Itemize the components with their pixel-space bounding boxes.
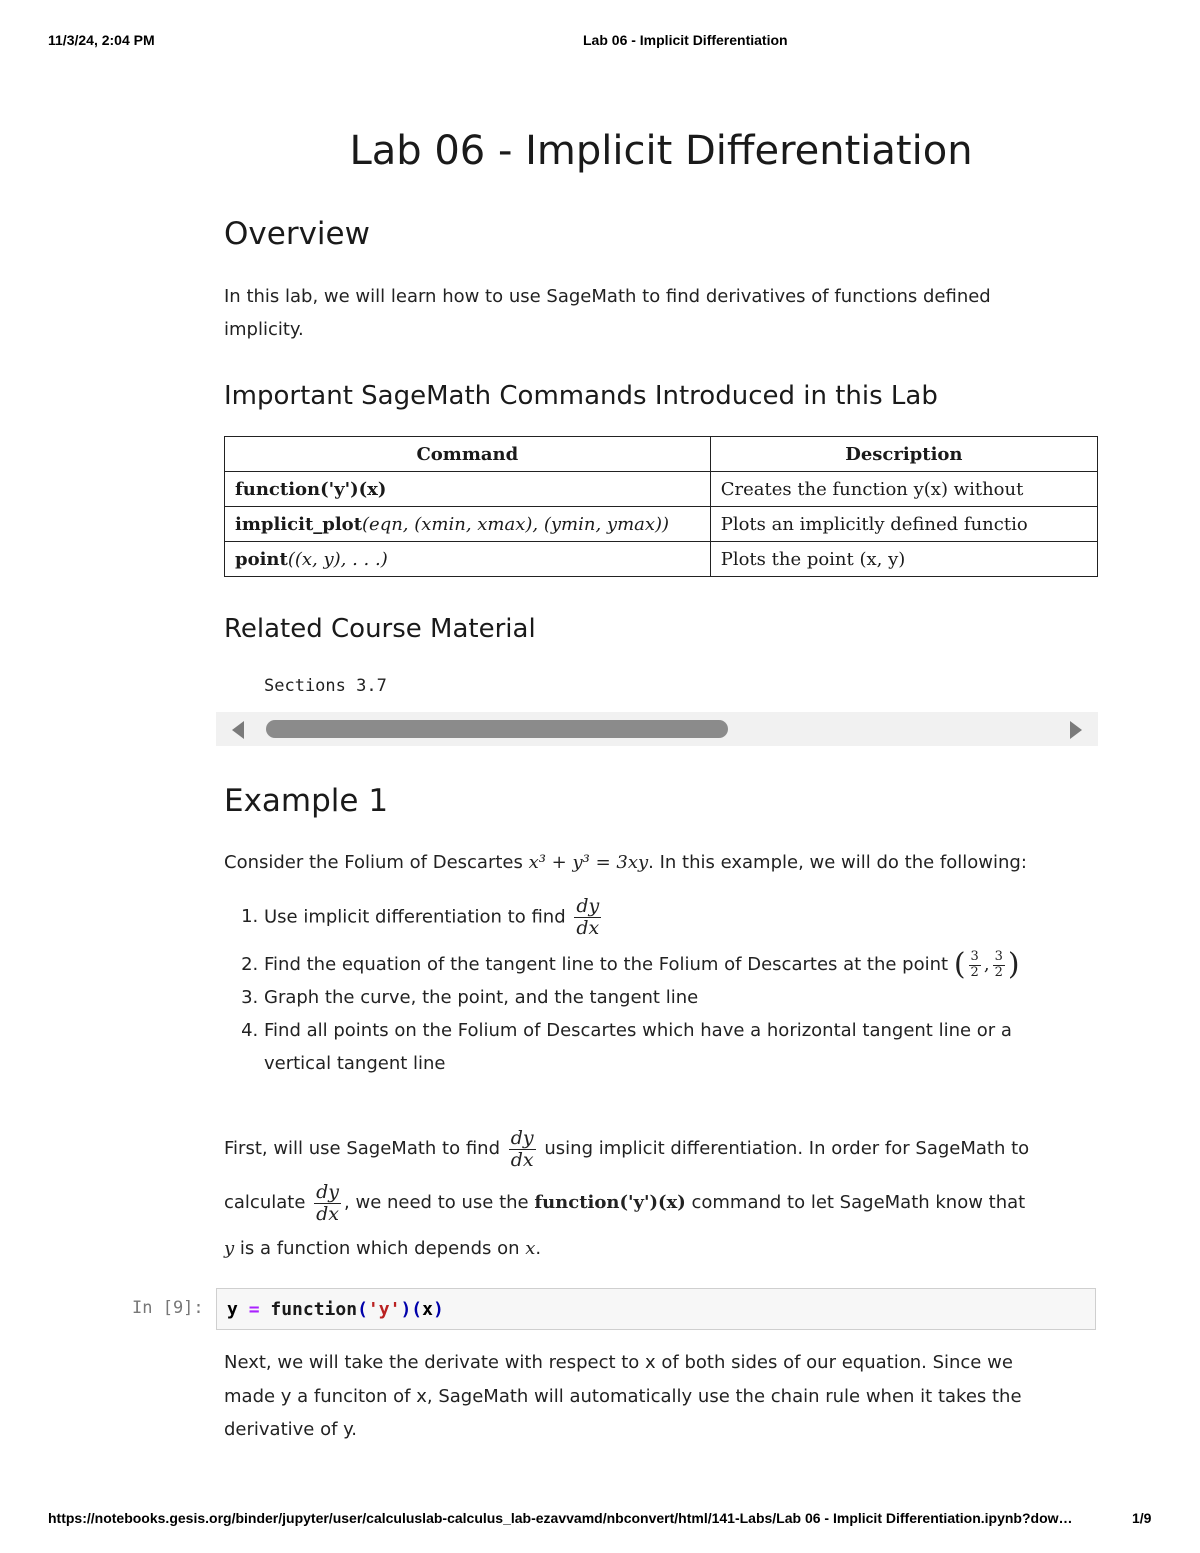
close-paren: ) bbox=[1007, 947, 1020, 982]
dy-dx-fraction bbox=[314, 1182, 341, 1225]
commands-table bbox=[224, 436, 1098, 577]
step-text: Find the equation of the tangent line to the Folium of Descartes at the point bbox=[264, 954, 949, 975]
fraction-denominator: 2 bbox=[994, 964, 1003, 980]
code-line[interactable] bbox=[227, 1299, 444, 1320]
point-y-fraction bbox=[993, 950, 1005, 980]
print-title: Lab 06 - Implicit Differentiation bbox=[583, 32, 788, 48]
code-paren: ( bbox=[357, 1299, 368, 1320]
step-text: Use implicit differentiation to find bbox=[264, 906, 566, 928]
intro-text: Consider the Folium of Descartes bbox=[224, 852, 529, 873]
open-paren: ( bbox=[953, 947, 966, 982]
table-row bbox=[225, 507, 1098, 542]
inline-command: function('y')(x) bbox=[534, 1192, 686, 1213]
table-row bbox=[225, 472, 1098, 507]
command-name: point bbox=[235, 548, 288, 570]
list-item bbox=[264, 948, 1084, 981]
first-paragraph-line1 bbox=[224, 1124, 1084, 1174]
code-function: function bbox=[270, 1299, 358, 1320]
code-arg: x bbox=[422, 1299, 433, 1320]
command-cell bbox=[225, 542, 711, 577]
list-item: 3. Graph the curve, the point, and the tangent line bbox=[264, 981, 1084, 1014]
print-datetime: 11/3/24, 2:04 PM bbox=[48, 32, 155, 48]
commands-heading: Important SageMath Commands Introduced in this Lab bbox=[224, 381, 938, 411]
table-row bbox=[225, 542, 1098, 577]
scroll-left-arrow-icon[interactable] bbox=[232, 721, 244, 739]
math-var: x bbox=[525, 1238, 536, 1259]
example1-intro bbox=[224, 846, 1084, 879]
folium-equation: x³ + y³ = 3xy bbox=[528, 852, 649, 873]
text: . bbox=[535, 1238, 542, 1259]
first-paragraph-line3 bbox=[224, 1232, 1084, 1265]
scroll-right-arrow-icon[interactable] bbox=[1070, 721, 1082, 739]
page-title: Lab 06 - Implicit Differentiation bbox=[349, 128, 973, 174]
code-operator: = bbox=[248, 1299, 260, 1320]
code-var: y bbox=[227, 1299, 238, 1320]
fraction-denominator: dx bbox=[316, 1202, 340, 1225]
scrollbar-thumb[interactable] bbox=[266, 720, 728, 738]
next-paragraph-2: made y a funciton of x, SageMath will automatically use the chain rule when it takes the bbox=[224, 1386, 1022, 1407]
text: using implicit differentiation. In order for SageMath to bbox=[538, 1138, 1030, 1159]
table-header-row bbox=[225, 437, 1098, 472]
code-string: 'y' bbox=[367, 1299, 401, 1320]
dy-dx-fraction bbox=[574, 896, 601, 939]
description-cell: Plots the point (x, y) bbox=[710, 542, 1097, 577]
overview-text-1: In this lab, we will learn how to use SageMath to find derivatives of functions defined bbox=[224, 286, 991, 307]
intro-text-end: . In this example, we will do the following: bbox=[648, 852, 1027, 873]
next-paragraph-3: derivative of y. bbox=[224, 1419, 357, 1440]
math-var: y bbox=[224, 1238, 235, 1259]
comma: , bbox=[983, 954, 990, 975]
related-heading: Related Course Material bbox=[224, 614, 536, 644]
first-paragraph-line2 bbox=[224, 1178, 1084, 1228]
example1-steps bbox=[224, 896, 1084, 1080]
text: First, will use SageMath to find bbox=[224, 1138, 506, 1159]
dy-dx-fraction bbox=[509, 1128, 536, 1171]
list-item: 4. Find all points on the Folium of Descartes which have a horizontal tangent line or a vertical tangent line bbox=[264, 1014, 1084, 1080]
command-cell bbox=[225, 472, 711, 507]
overview-heading: Overview bbox=[224, 216, 370, 252]
point-x-fraction bbox=[969, 950, 981, 980]
text: is a function which depends on bbox=[234, 1238, 526, 1259]
text: calculate bbox=[224, 1192, 312, 1213]
print-page-number: 1/9 bbox=[1132, 1510, 1152, 1526]
list-item bbox=[264, 896, 1084, 944]
column-header-description: Description bbox=[710, 437, 1097, 472]
column-header-command: Command bbox=[225, 437, 711, 472]
text: , we need to use the bbox=[344, 1192, 535, 1213]
commands-table-wrapper bbox=[224, 436, 1098, 578]
fraction-numerator: dy bbox=[576, 895, 600, 917]
overview-text-2: implicity. bbox=[224, 319, 304, 340]
code-cell[interactable] bbox=[216, 1288, 1096, 1330]
fraction-numerator: 3 bbox=[970, 949, 979, 965]
fraction-numerator: dy bbox=[510, 1126, 534, 1149]
fraction-denominator: 2 bbox=[970, 964, 979, 980]
command-cell bbox=[225, 507, 711, 542]
print-url: https://notebooks.gesis.org/binder/jupyter/user/calculuslab-calculus_lab-ezavvamd/nbconvert/html/141-Labs/Lab 06 - Implicit Differentiation.ipynb?dow… bbox=[48, 1510, 1073, 1526]
text: command to let SageMath know that bbox=[685, 1192, 1026, 1213]
related-sections: Sections 3.7 bbox=[264, 676, 387, 696]
example1-heading: Example 1 bbox=[224, 783, 389, 819]
description-cell: Plots an implicitly defined functio bbox=[710, 507, 1097, 542]
fraction-numerator: dy bbox=[316, 1180, 340, 1203]
description-cell: Creates the function y(x) without bbox=[710, 472, 1097, 507]
command-args: (eqn, (xmin, xmax), (ymin, ymax)) bbox=[362, 513, 670, 535]
fraction-numerator: 3 bbox=[994, 949, 1003, 965]
command-args: ((x, y), . . .) bbox=[287, 548, 388, 570]
fraction-denominator: dx bbox=[576, 916, 600, 939]
code-paren: ) bbox=[432, 1299, 444, 1320]
fraction-denominator: dx bbox=[510, 1148, 534, 1171]
horizontal-scrollbar[interactable] bbox=[216, 712, 1098, 746]
code-paren: )( bbox=[400, 1299, 423, 1320]
next-paragraph-1: Next, we will take the derivate with respect to x of both sides of our equation. Since we bbox=[224, 1352, 1013, 1373]
command-name: implicit_plot bbox=[235, 513, 363, 535]
command-name: function('y')(x) bbox=[235, 478, 387, 500]
cell-prompt: In [9]: bbox=[132, 1298, 204, 1318]
